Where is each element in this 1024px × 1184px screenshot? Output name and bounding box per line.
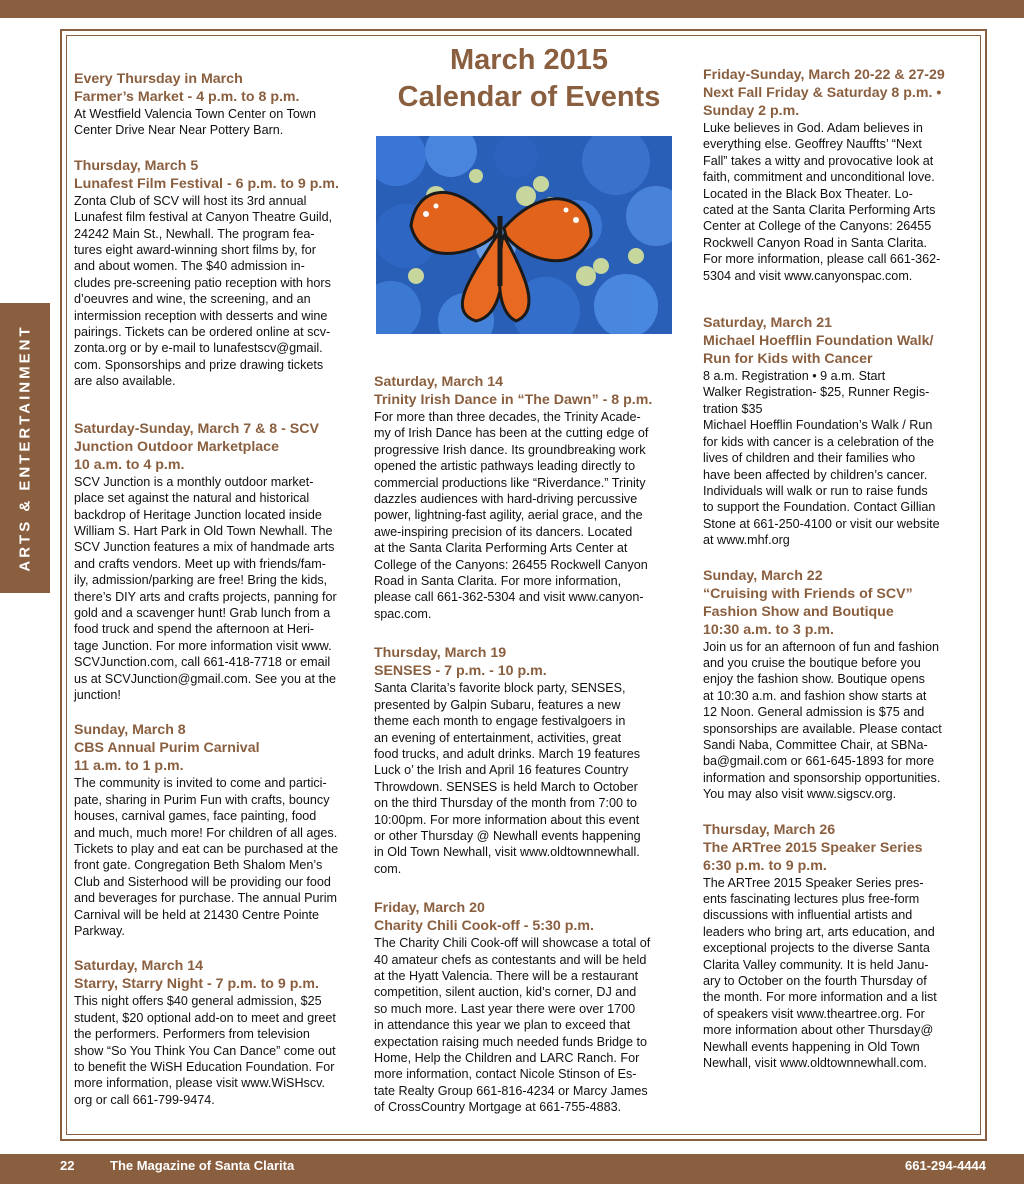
section-tab-label: ARTS & ENTERTAINMENT <box>16 324 34 572</box>
butterfly-on-hydrangea-photo <box>376 136 672 334</box>
event-heading: Every Thursday in March Farmer’s Market - 4 p.m. to 8 p.m. <box>74 71 300 105</box>
event-heading: Sunday, March 8 CBS Annual Purim Carnival 11 a.m. to 1 p.m. <box>74 722 260 775</box>
event-body: The Charity Chili Cook-off will showcase a total of 40 amateur chefs as contestants and will be held at the Hyatt Valencia. There will be a restaurant competition, silent auction, kid’s corner, DJ and so much more. Last year there were over 1700 in attendance this year we plan to exceed that expectation raising much needed funds Bridge to Home, Help the Children and LARC Ranch. For more information, contact Nicole Stinson of Es- tate Realty Group 661-816-4234 or Marcy James of CrossCountry Mortgage at 661-755-4883. <box>374 936 651 1115</box>
event-heading: Thursday, March 26 The ARTree 2015 Speaker Series 6:30 p.m. to 9 p.m. <box>703 821 923 874</box>
top-decorative-bar <box>0 0 1024 18</box>
event-item <box>703 314 971 548</box>
event-item <box>703 821 971 1072</box>
event-body: The community is invited to come and partici- pate, sharing in Purim Fun with crafts, bouncy houses, carnival games, face painting, food and much, much more! For children of all ages. Tickets to play and eat can be purchased at the front gate. Congregation Beth Shalom Men’s Club and Sisterhood will be providing our food and beverages for purchase. The annual Purim Carnival will be held at 21430 Centre Pointe Parkway. <box>74 776 339 939</box>
page-title-line1: March 2015 <box>450 44 608 76</box>
events-column-1 <box>74 70 364 1126</box>
event-heading: Thursday, March 5 Lunafest Film Festival - 6 p.m. to 9 p.m. <box>74 157 339 192</box>
event-item <box>703 66 971 284</box>
event-body: Zonta Club of SCV will host its 3rd annual Lunafest film festival at Canyon Theatre Guild, 24242 Main St., Newhall. The program fea- tures eight award-winning short films by, for and about women. The $40 admission in- cludes pre-screening patio reception with hors d’oeuvres and wine, the screening, and an intermission reception with desserts and wine pairings. Tickets can be ordered online at scv- zonta.org or by e-mail to lunafestscv@gmail. com. Sponsorships and prize drawing tickets are also available. <box>74 193 333 389</box>
event-item <box>74 721 364 939</box>
magazine-name: The Magazine of Santa Clarita <box>110 1158 295 1173</box>
event-item <box>74 420 364 704</box>
events-column-3 <box>703 66 971 1089</box>
event-item <box>703 567 971 803</box>
event-body: The ARTree 2015 Speaker Series pres- ents fascinating lectures plus free-form discussions with influential artists and leaders who bring art, arts education, and exceptional projects to the diverse Santa Clarita Valley community. It is held Janu- ary to October on the fourth Thursday of the month. For more information and a list of speakers visit www.theartree.org. For more information about other Thursday@ Newhall events happening in Old Town Newhall, visit www.oldtownnewhall.com. <box>703 875 937 1071</box>
event-heading: Friday-Sunday, March 20-22 & 27-29 Next Fall Friday & Saturday 8 p.m. • Sunday 2 p.m. <box>703 67 945 119</box>
event-body: Luke believes in God. Adam believes in everything else. Geoffrey Nauffts’ “Next Fall” takes a witty and provocative look at faith, commitment and unconditional love. Located in the Black Box Theater. Lo- cated at the Santa Clarita Performing Arts Center at College of the Canyons: 26455 Rockwell Canyon Road in Santa Clarita. For more information, please call 661-362- 5304 and visit www.canyonspac.com. <box>703 121 941 283</box>
event-heading: Saturday, March 21 Michael Hoefflin Foundation Walk/ Run for Kids with Cancer <box>703 315 934 368</box>
event-body: 8 a.m. Registration • 9 a.m. Start Walker Registration- $25, Runner Regis- tration $35 Michael Hoefflin Foundation’s Walk / Run for kids with cancer is a celebration of the lives of children and their families who have been affected by children’s cancer. Individuals will walk or run to raise funds to support the Foundation. Contact Gillian Stone at 661-250-4100 or visit our website at www.mhf.org <box>703 369 940 548</box>
page-number: 22 <box>60 1158 75 1173</box>
event-heading: Saturday, March 14 Starry, Starry Night - 7 p.m. to 9 p.m. <box>74 958 319 993</box>
event-body: Santa Clarita’s favorite block party, SENSES, presented by Galpin Subaru, features a new theme each month to engage festivalgoers in an evening of entertainment, activities, great food trucks, and adult drinks. March 19 features Luck o’ the Irish and April 16 features Country Throwdown. SENSES is held March to October on the third Thursday of the month from 7:00 to 10:00pm. For more information about this event or other Thursday @ Newhall events happening in Old Town Newhall, visit www.oldtownnewhall. com. <box>374 681 641 876</box>
page-title-line2: Calendar of Events <box>397 81 661 113</box>
event-heading: Sunday, March 22 “Cruising with Friends of SCV” Fashion Show and Boutique 10:30 a.m. to 3 p.m. <box>703 567 913 638</box>
event-heading: Friday, March 20 Charity Chili Cook-off - 5:30 p.m. <box>374 900 594 935</box>
event-body: At Westfield Valencia Town Center on Town Center Drive Near Near Pottery Barn. <box>74 107 316 138</box>
event-item <box>74 70 364 139</box>
events-column-2 <box>374 373 680 1134</box>
event-body: SCV Junction is a monthly outdoor market- place set against the natural and historical backdrop of Heritage Junction located inside William S. Hart Park in Old Town Newhall. The SCV Junction features a mix of handmade arts and crafts vendors. Meet up with friends/fam- ily, admission/parking are free! Bring the kids, there’s DIY arts and crafts projects, panning for gold and a scavenger hunt! Grab lunch from a food truck and spend the afternoon at Heri- tage Junction. For more information visit www. SCVJunction.com, call 661-418-7718 or email us at SCVJunction@gmail.com. See you at the junction! <box>74 474 337 702</box>
butterfly-photo <box>376 136 672 334</box>
event-heading: Saturday-Sunday, March 7 & 8 - SCV Junction Outdoor Marketplace 10 a.m. to 4 p.m. <box>74 420 319 473</box>
event-item <box>374 373 680 622</box>
event-item <box>74 957 364 1108</box>
event-item <box>374 899 680 1115</box>
footer-phone: 661-294-4444 <box>905 1158 986 1173</box>
event-heading: Thursday, March 19 SENSES - 7 p.m. - 10 p.m. <box>374 645 547 680</box>
page-title <box>374 42 684 116</box>
event-heading: Saturday, March 14 Trinity Irish Dance in “The Dawn” - 8 p.m. <box>374 374 653 408</box>
event-body: This night offers $40 general admission, $25 student, $20 optional add-on to meet and greet the performers. Performers from television show “So You Think You Can Dance” come out to benefit the WiSH Education Foundation. For more information, please visit www.WiSHscv. org or call 661-799-9474. <box>74 994 336 1107</box>
event-item <box>374 644 680 877</box>
event-body: For more than three decades, the Trinity Acade- my of Irish Dance has been at the cutting edge of progressive Irish dance. Its groundbreaking work opened the artistic pathways leading directly to commercial productions like “Riverdance.” Trinity dazzles audiences with hard-driving percussive power, lightning-fast agility, aerial grace, and the awe-inspiring precision of its dancers. Located at the Santa Clarita Performing Arts Center at College of the Canyons: 26455 Rockwell Canyon Road in Santa Clarita. For more information, please call 661-362-5304 and visit www.canyon- spac.com. <box>374 410 649 621</box>
event-body: Join us for an afternoon of fun and fashion and you cruise the boutique before you enjoy the fashion show. Boutique opens at 10:30 a.m. and fashion show starts at 12 Noon. General admission is $75 and sponsorships are available. Please contact Sandi Naba, Committee Chair, at SBNa- ba@gmail.com or 661-645-1893 for more information and sponsorship opportunities. You may also visit www.sigscv.org. <box>703 639 942 802</box>
event-item <box>74 157 364 390</box>
